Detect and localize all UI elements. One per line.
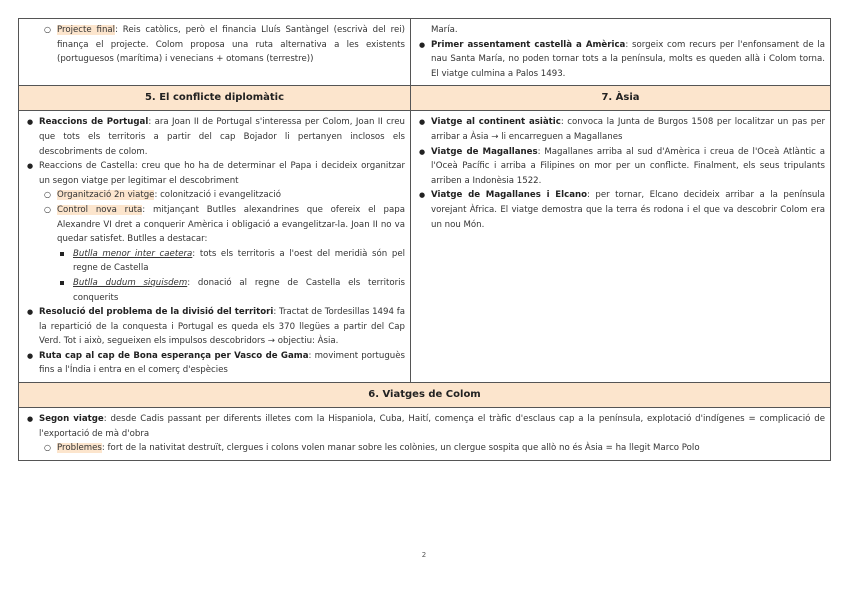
viatge-label: Viatge al continent asiàtic — [431, 117, 561, 128]
section5-title: 5. El conflicte diplomàtic — [19, 86, 411, 111]
row-colom-first-voyage — [19, 19, 831, 86]
reaccions-portugal-label: Reaccions de Portugal — [39, 117, 149, 128]
butlla1-text: : tots els territoris a l'oest del meridià són pel regne de Castella — [73, 248, 405, 274]
reaccions-portugal-text: : ara Joan II de Portugal s'interessa per Colom, Joan II creu que tots els territoris a partir del cap Bojador li pertanyen inclosos els descobriments de colom. — [39, 117, 405, 157]
viatge-text: : convoca la Junta de Burgos 1508 per localitzar un pas per arribar a Àsia → li encarreguen a Magallanes — [431, 117, 826, 142]
list-item — [27, 349, 405, 378]
butlla1-label: Butlla menor inter caetera — [73, 248, 193, 259]
primer-text: : sorgeix com recurs per l'enfonsament de la nau Santa María, no poden tornar tots a la península, molts es queden allà i Colom torna. El viatge culmina a Palos 1493. — [431, 39, 826, 79]
elcano-text: : per tornar, Elcano decideix arribar a la península vorejant Àfrica. El viatge demostra que la terra és rodona i el que va descobrir Colom era un nou Món. — [431, 190, 825, 230]
list-projecte — [27, 23, 405, 67]
butlla2-label: Butlla dudum siquisdem — [73, 277, 188, 288]
list-item — [27, 159, 405, 305]
row-headers-5-7 — [19, 86, 831, 111]
segon-text: : desde Cadis passant per diferents illetes com la Hispaniola, Cuba, Haití, comença el tràfic d'esclaus cap a la península, explotació d'indígenes = complicació de l'exportació de mà d'obra — [39, 414, 825, 439]
problemes-label: Problemes — [57, 443, 102, 454]
list-primer — [419, 38, 825, 82]
list-item — [27, 247, 405, 276]
list-item — [419, 115, 825, 144]
ruta-label: Ruta cap al cap de Bona esperança per Vasco de Gama — [39, 350, 309, 361]
control-label: Control nova ruta — [57, 204, 143, 215]
maria-text: María. — [431, 25, 458, 35]
section5-body — [19, 111, 411, 383]
problemes-text: : fort de la nativitat destruït, clergues i colons volen manar sobre les colònies, un clergue sospita que allò no és Àsia = ha llegit Marco Polo — [101, 443, 700, 454]
control-text: : mitjançant Butlles alexandrines que ofereix el papa Alexandre VI dret a conquerir Amèrica i obligació a evangelitzar-la. Joan II no va quedar satisfet. Butlles a destacar: — [57, 204, 405, 245]
butlles-list — [27, 247, 405, 305]
list-item — [27, 276, 405, 305]
section7-title: 7. Àsia — [411, 86, 831, 111]
page-number: 2 — [421, 551, 427, 559]
butlla2-text: : donació al regne de Castella els territoris conquerits — [73, 277, 406, 303]
list-item — [419, 38, 825, 82]
segon-label: Segon viatge — [39, 414, 104, 425]
list-item — [27, 412, 825, 456]
primer-label: Primer assentament castellà a Amèrica — [431, 39, 626, 50]
list-item — [27, 188, 405, 203]
ruta-text: : moviment portuguès fins a l'Índia i entra en el comerç d'espècies — [39, 350, 405, 376]
castella-sublist — [27, 188, 405, 305]
organitzacio-text: : colonització i evangelització — [154, 190, 282, 201]
organitzacio-label: Organització 2n viatge — [57, 190, 155, 201]
resolucio-text: : Tractat de Tordesillas 1494 fa la repartició de la conquesta i Portugal es queda els 370 llegües a partir del Cap Verd. Tot i això, segueixen els impulsos descobridors → objectiu: Àsia. — [39, 307, 405, 347]
magallanes-text: : Magallanes arriba al sud d'Amèrica i creua de l'Oceà Atlàntic a l'Oceà Pacífic i arriba a Filipines on mor per un conflicte. Finalment, els seus tripulants arriben a Indonèsia 1522. — [431, 146, 825, 186]
resolucio-label: Resolució del problema de la divisió del territori — [39, 307, 274, 318]
magallanes-label: Viatge de Magallanes — [431, 146, 538, 157]
row-header-6 — [19, 383, 831, 408]
cell-projecte-final — [19, 19, 411, 86]
list-item — [27, 203, 405, 305]
list-item — [419, 188, 825, 232]
reaccions-castella-text: Reaccions de Castella: creu que ho ha de determinar el Papa i decideix organitzar un segon viatge per legitimar el descobriment — [39, 161, 405, 186]
section7-list — [419, 115, 825, 232]
list-item — [27, 441, 825, 456]
projecte-text: : Reis catòlics, però el financia Lluís Santàngel (escrivà del rei) finança el projecte. Colom proposa una ruta alternativa a les existents (portuguesos (marítima) i venecians + otomans (terrestre)) — [57, 25, 406, 65]
row-section-6 — [19, 408, 831, 461]
elcano-label: Viatge de Magallanes i Elcano — [431, 190, 588, 201]
list-item — [27, 115, 405, 159]
section6-title: 6. Viatges de Colom — [19, 383, 831, 408]
row-sections-5-7 — [19, 111, 831, 383]
section6-body — [19, 408, 831, 461]
section5-list — [27, 115, 405, 378]
projecte-label: Projecte final — [57, 25, 116, 35]
section6-list — [27, 412, 825, 456]
content-table — [18, 18, 831, 461]
list-item — [419, 145, 825, 189]
section7-body — [411, 111, 831, 383]
list-item — [27, 23, 405, 67]
cell-primer-assentament — [411, 19, 831, 86]
segon-sublist — [27, 441, 825, 456]
list-item — [27, 305, 405, 349]
